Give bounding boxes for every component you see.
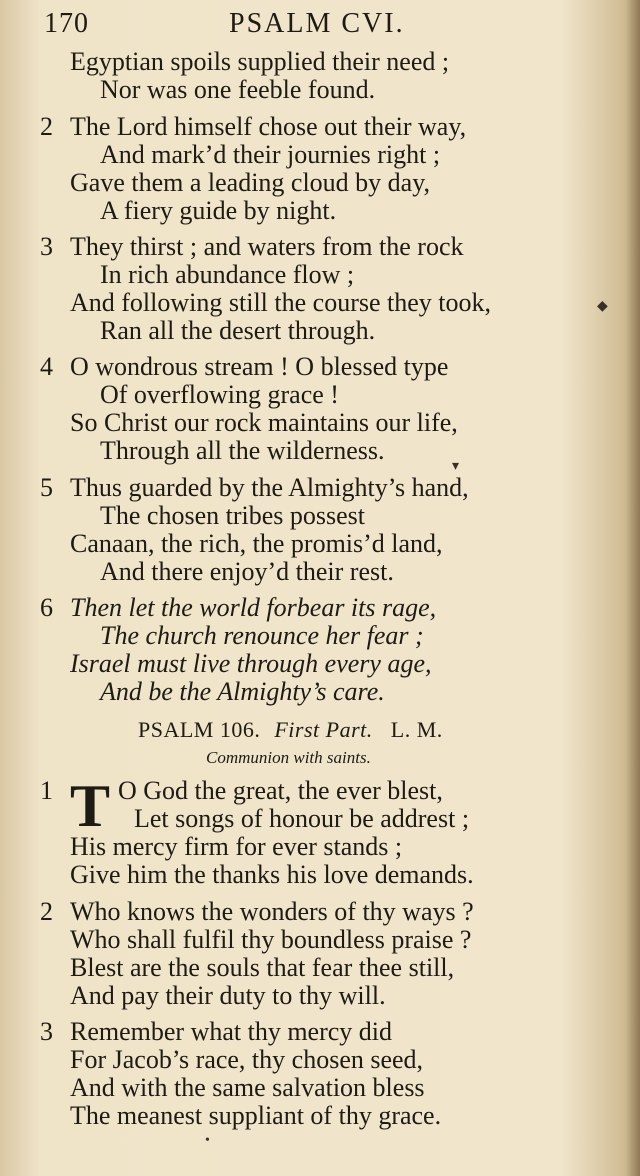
verse-line bbox=[0, 1101, 640, 1131]
verse-text: They thirst ; and waters from the rock bbox=[70, 232, 464, 261]
verse-text: And there enjoy’d their rest. bbox=[100, 557, 394, 586]
verse-text: Ran all the desert through. bbox=[100, 316, 376, 345]
verse-line bbox=[0, 501, 640, 531]
verse-line bbox=[0, 677, 640, 707]
ink-speck: ▾ bbox=[452, 459, 460, 474]
verse-line bbox=[0, 897, 640, 927]
verse-text: The chosen tribes possest bbox=[100, 501, 366, 530]
verse-text: And mark’d their journies right ; bbox=[100, 140, 441, 169]
verse-line bbox=[0, 408, 640, 438]
verse-text: Give him the thanks his love demands. bbox=[70, 860, 474, 889]
verse-line bbox=[0, 953, 640, 983]
verse-line bbox=[0, 649, 640, 679]
verse-text: Blest are the souls that fear thee still, bbox=[70, 953, 455, 982]
verse-line bbox=[0, 860, 640, 890]
verse-text: Through all the wilderness. bbox=[100, 436, 385, 465]
verse-number: 1 bbox=[40, 776, 53, 805]
verse-line bbox=[0, 75, 640, 105]
verse-text: The meanest suppliant of thy grace. bbox=[70, 1101, 442, 1130]
verse-line bbox=[0, 925, 640, 955]
verse-line bbox=[0, 288, 640, 318]
section-subtitle: Communion with saints. bbox=[206, 748, 371, 767]
verse-line bbox=[0, 621, 640, 651]
verse-line bbox=[0, 380, 640, 410]
verse-text: So Christ our rock maintains our life, bbox=[70, 408, 458, 437]
verse-line bbox=[0, 232, 640, 262]
verse-line bbox=[0, 832, 640, 862]
verse-text: Then let the world forbear its rage, bbox=[70, 593, 437, 622]
verse-text: Egyptian spoils supplied their need ; bbox=[70, 47, 450, 76]
verse-text: Thus guarded by the Almighty’s hand, bbox=[70, 473, 469, 502]
ink-speck: ◆ bbox=[597, 299, 608, 314]
verse-line bbox=[0, 981, 640, 1011]
verse-line bbox=[0, 47, 640, 77]
verse-line bbox=[0, 316, 640, 346]
page-header bbox=[44, 8, 524, 42]
psalm-part: First Part. bbox=[274, 717, 373, 742]
verse-line bbox=[0, 352, 640, 382]
psalm-metre: L. M. bbox=[390, 717, 443, 742]
verse-text: Remember what thy mercy did bbox=[70, 1017, 393, 1046]
verse-line bbox=[0, 436, 640, 466]
ink-speck: • bbox=[205, 1133, 210, 1148]
verse-text: Gave them a leading cloud by day, bbox=[70, 168, 431, 197]
running-title: PSALM CVI. bbox=[229, 8, 405, 39]
verse-line bbox=[0, 1073, 640, 1103]
verse-text: Nor was one feeble found. bbox=[100, 75, 376, 104]
verse-text: O God the great, the ever blest, bbox=[118, 776, 443, 805]
psalm-number: PSALM 106. bbox=[138, 717, 261, 742]
verse-text: His mercy firm for ever stands ; bbox=[70, 832, 403, 861]
verse-text: O wondrous stream ! O blessed type bbox=[70, 352, 449, 381]
verse-line bbox=[0, 1045, 640, 1075]
verse-text: A fiery guide by night. bbox=[100, 196, 337, 225]
verse-line bbox=[0, 1017, 640, 1047]
verse-line bbox=[0, 804, 640, 834]
drop-cap: T bbox=[70, 773, 111, 839]
verse-number: 3 bbox=[40, 232, 53, 261]
verse-text: In rich abundance flow ; bbox=[100, 260, 355, 289]
verse-text: Who knows the wonders of thy ways ? bbox=[70, 897, 474, 926]
verse-text: The Lord himself chose out their way, bbox=[70, 112, 467, 141]
verse-line bbox=[0, 196, 640, 226]
verse-text: Canaan, the rich, the promis’d land, bbox=[70, 529, 443, 558]
verse-text: And pay their duty to thy will. bbox=[70, 981, 386, 1010]
verse-text: Israel must live through every age, bbox=[70, 649, 432, 678]
verse-text: Who shall fulfil thy boundless praise ? bbox=[70, 925, 472, 954]
verse-text: Let songs of honour be addrest ; bbox=[134, 804, 470, 833]
section-heading bbox=[138, 717, 443, 743]
verse-text: And be the Almighty’s care. bbox=[100, 677, 385, 706]
verse-line bbox=[0, 776, 640, 806]
verse-number: 4 bbox=[40, 352, 53, 381]
verse-text: The church renounce her fear ; bbox=[100, 621, 424, 650]
verse-line bbox=[0, 557, 640, 587]
verse-line bbox=[0, 473, 640, 503]
verse-number: 5 bbox=[40, 473, 53, 502]
verse-number: 2 bbox=[40, 897, 53, 926]
verse-text: And following still the course they took, bbox=[70, 288, 492, 317]
verse-line bbox=[0, 593, 640, 623]
verse-line bbox=[0, 168, 640, 198]
verse-line bbox=[0, 529, 640, 559]
page-number: 170 bbox=[44, 8, 89, 39]
verse-number: 6 bbox=[40, 593, 53, 622]
verse-number: 3 bbox=[40, 1017, 53, 1046]
verse-text: And with the same salvation bless bbox=[70, 1073, 425, 1102]
page-edge-shadow bbox=[626, 0, 640, 1176]
verse-line bbox=[0, 112, 640, 142]
verse-text: Of overflowing grace ! bbox=[100, 380, 339, 409]
verse-text: For Jacob’s race, thy chosen seed, bbox=[70, 1045, 424, 1074]
verse-line bbox=[0, 260, 640, 290]
verse-number: 2 bbox=[40, 112, 53, 141]
verse-line bbox=[0, 140, 640, 170]
